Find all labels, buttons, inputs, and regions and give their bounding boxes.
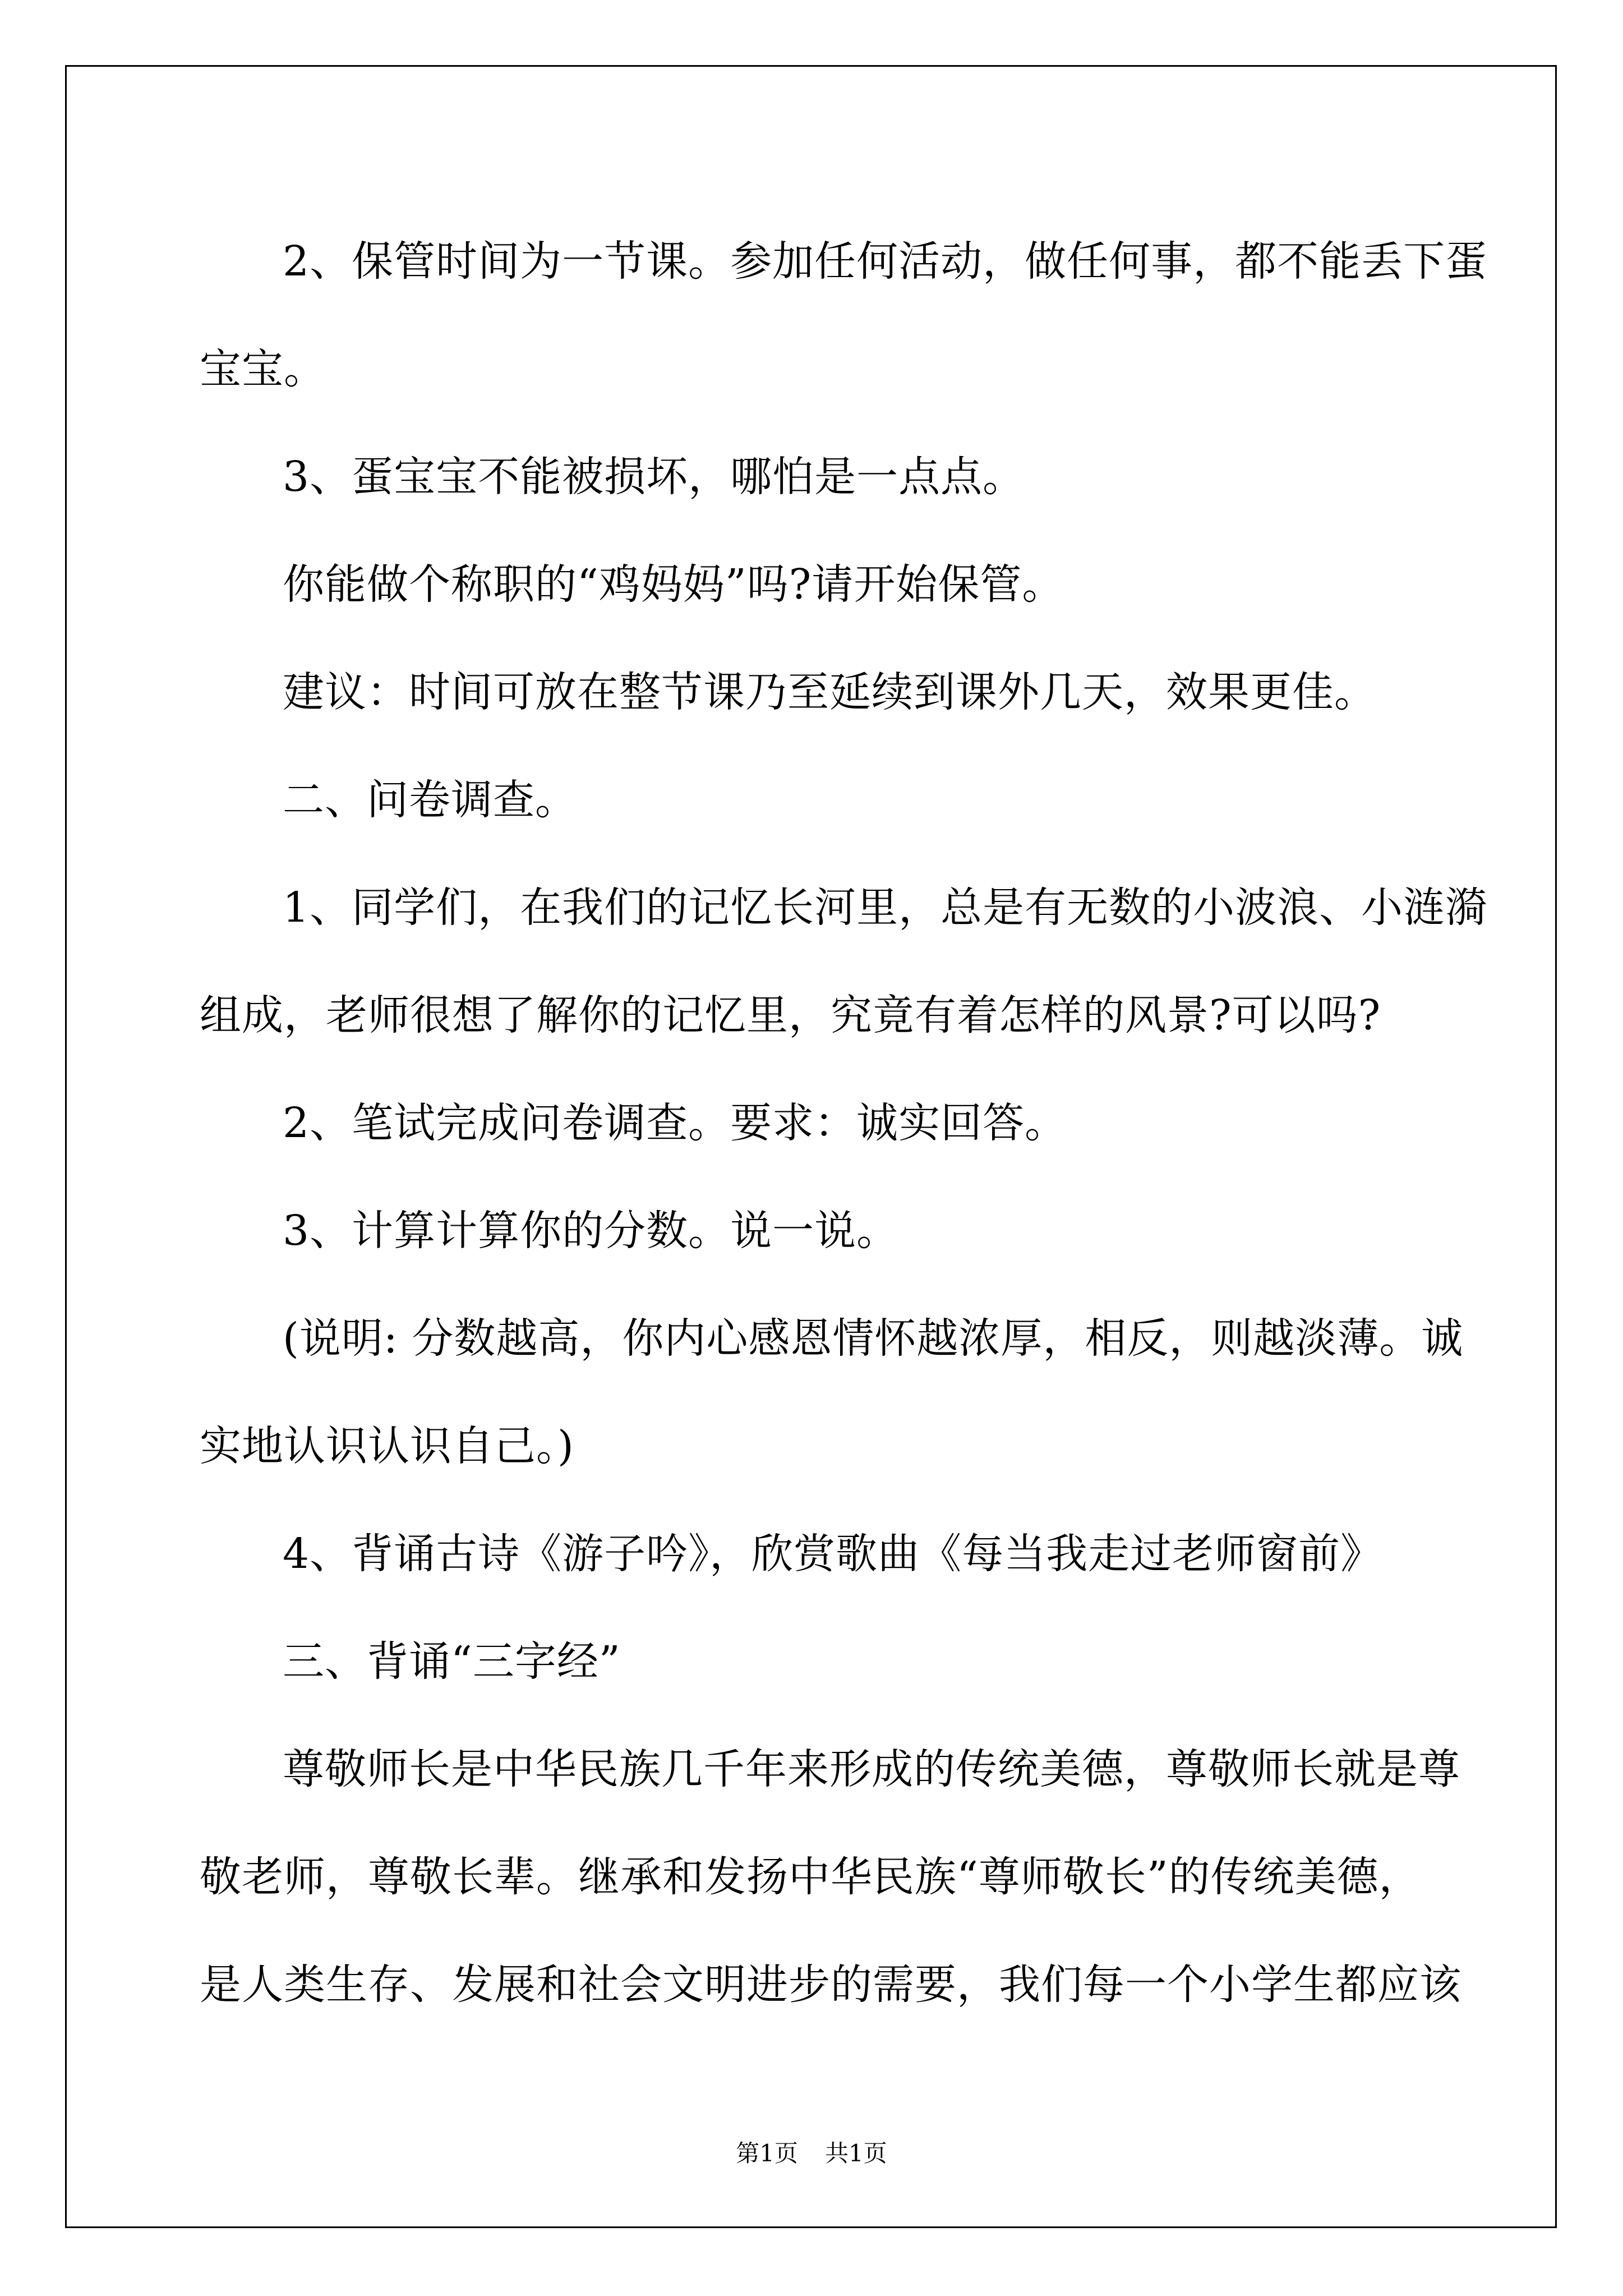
- section-heading: 二、问卷调查。: [283, 776, 577, 824]
- text-line: 建议：时间可放在整节课乃至延续到课外几天，效果更佳。: [283, 668, 1376, 716]
- page-footer: [0, 2139, 1623, 2168]
- text-line: 宝宝。: [200, 345, 326, 393]
- section-heading: 三、背诵“三字经”: [283, 1637, 621, 1686]
- text-line: (说明: 分数越高，你内心感恩情怀越浓厚，相反，则越淡薄。诚: [283, 1314, 1464, 1363]
- text-line: 实地认识认识自己。): [200, 1422, 574, 1470]
- page-number: 第1页: [736, 2139, 798, 2167]
- text-line: 2、保管时间为一节课。参加任何活动，做任何事，都不能丢下蛋: [283, 237, 1488, 286]
- text-line: 敬老师，尊敬长辈。继承和发扬中华民族“尊师敬长”的传统美德，: [200, 1853, 1421, 1901]
- text-line: 1、同学们，在我们的记忆长河里，总是有无数的小波浪、小涟漪: [283, 884, 1488, 932]
- text-line: 3、蛋宝宝不能被损坏，哪怕是一点点。: [283, 453, 1025, 501]
- text-line: 4、背诵古诗《游子吟》，欣赏歌曲《每当我走过老师窗前》: [283, 1530, 1383, 1578]
- text-line: 是人类生存、发展和社会文明进步的需要，我们每一个小学生都应该: [200, 1961, 1461, 2009]
- text-line: 3、计算计算你的分数。说一说。: [283, 1207, 899, 1255]
- text-line: 尊敬师长是中华民族几千年来形成的传统美德，尊敬师长就是尊: [283, 1745, 1460, 1793]
- text-line: 组成，老师很想了解你的记忆里，究竟有着怎样的风景?可以吗?: [200, 991, 1381, 1039]
- page-total: 共1页: [825, 2139, 887, 2167]
- document-body: [200, 208, 1488, 2039]
- text-line: 2、笔试完成问卷调查。要求：诚实回答。: [283, 1099, 1067, 1147]
- text-line: 你能做个称职的“鸡妈妈”吗?请开始保管。: [283, 560, 1064, 609]
